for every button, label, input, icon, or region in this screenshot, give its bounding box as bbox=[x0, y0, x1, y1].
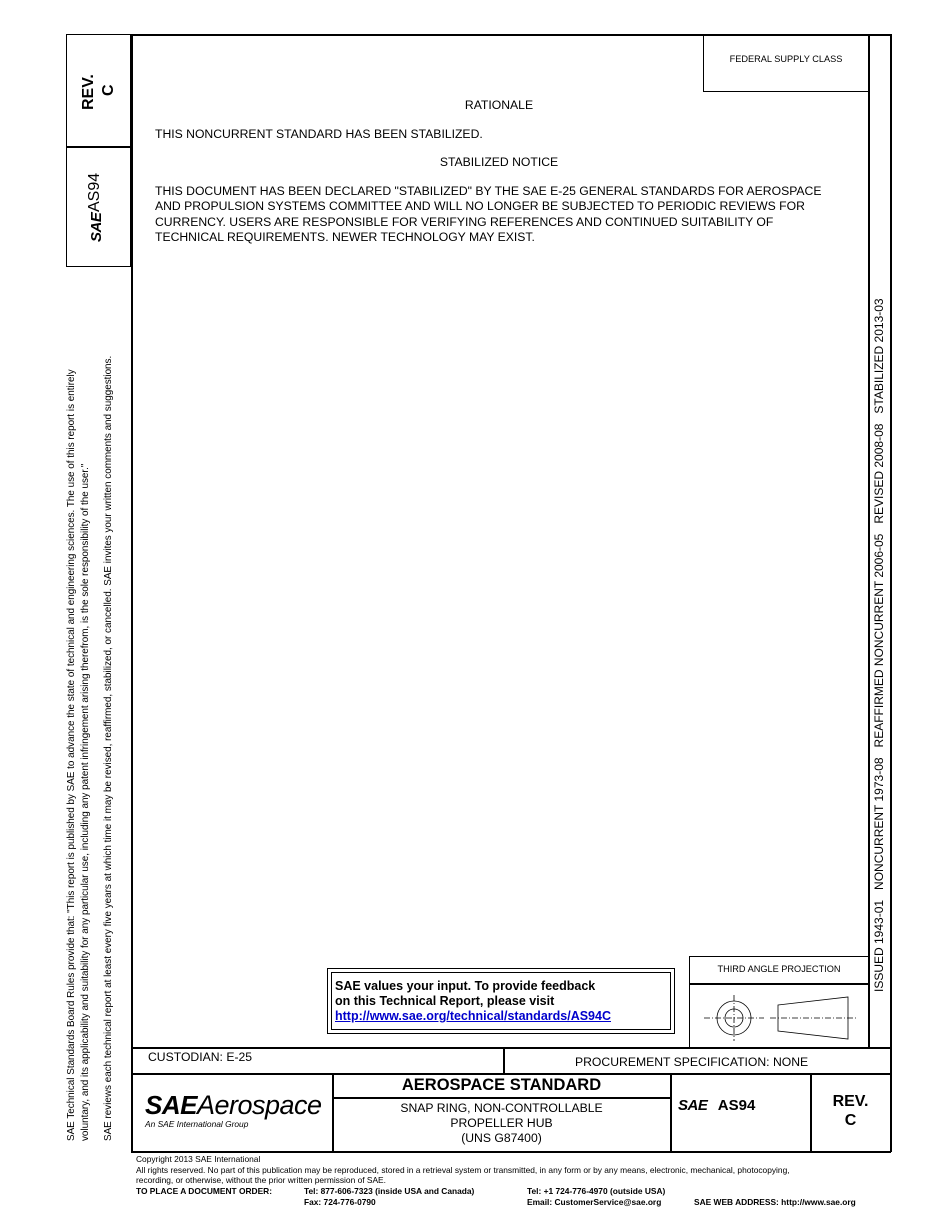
rights-line2: recording, or otherwise, without the prior written permission of SAE. bbox=[136, 1175, 386, 1185]
document-title bbox=[333, 1101, 670, 1146]
notice-line: TECHNICAL REQUIREMENTS. NEWER TECHNOLOGY MAY EXIST. bbox=[155, 229, 535, 244]
notice-line: AND PROPULSION SYSTEMS COMMITTEE AND WILL NO LONGER BE SUBJECTED TO PERIODIC REVIEWS FOR bbox=[155, 199, 805, 214]
feedback-line1: SAE values your input. To provide feedback bbox=[335, 979, 596, 993]
procurement-spec: PROCUREMENT SPECIFICATION: NONE bbox=[575, 1055, 809, 1069]
tel-usa: Tel: 877-606-7323 (inside USA and Canada) bbox=[304, 1186, 475, 1196]
standard-type: AEROSPACE STANDARD bbox=[401, 1076, 602, 1094]
fax: Fax: 724-776-0790 bbox=[304, 1197, 376, 1207]
left-margin-note-line2: voluntary, and its applicability and suitability for any particular use, including any patent infringement arising therefrom, is the sole responsibility of the user." bbox=[80, 463, 91, 1141]
title-line: SNAP RING, NON-CONTROLLABLE bbox=[400, 1101, 603, 1115]
notice-heading: STABILIZED NOTICE bbox=[439, 155, 559, 169]
aerospace-wordmark: Aerospace bbox=[196, 1090, 322, 1120]
title-block-top bbox=[131, 1047, 891, 1049]
left-margin-note-line3: SAE reviews each technical report at least every five years at which time it may be revised, reaffirmed, stabilized, or cancelled. SAE invites your written comments and suggestions. bbox=[103, 355, 114, 1141]
side-rev-value: C bbox=[100, 84, 117, 96]
history-strip-border bbox=[868, 34, 870, 1048]
left-margin-note-line1: SAE Technical Standards Board Rules provide that: "This report is published by SAE to advance the state of technical and engineering sciences. The use of this report is entirely bbox=[66, 369, 77, 1141]
frame-right-border bbox=[890, 34, 892, 1152]
custodian-divider bbox=[503, 1047, 505, 1074]
projection-label: THIRD ANGLE PROJECTION bbox=[717, 964, 841, 974]
title-block-bottom bbox=[131, 1151, 891, 1153]
feedback-box bbox=[327, 968, 675, 1034]
doc-number-block bbox=[678, 1097, 755, 1115]
doc-number: AS94 bbox=[717, 1097, 756, 1114]
rev-value: C bbox=[844, 1112, 857, 1129]
side-sae-logo: SAE bbox=[88, 212, 105, 242]
notice-line: THIS DOCUMENT HAS BEEN DECLARED "STABILIZED" BY THE SAE E-25 GENERAL STANDARDS FOR AEROSPACE bbox=[155, 184, 822, 198]
tel-outside: Tel: +1 724-776-4970 (outside USA) bbox=[527, 1186, 666, 1196]
sae-logo-mark: SAE bbox=[145, 1090, 197, 1120]
rationale-text: THIS NONCURRENT STANDARD HAS BEEN STABILIZED. bbox=[155, 127, 483, 141]
title-cell-divider bbox=[332, 1097, 670, 1099]
rights-line1: All rights reserved. No part of this publication may be reproduced, stored in a retrieval system or transmitted, in any form or by any means, electronic, mechanical, photocopying, bbox=[136, 1164, 790, 1175]
copyright: Copyright 2013 SAE International bbox=[136, 1154, 261, 1164]
side-box-divider bbox=[66, 146, 131, 148]
third-angle-projection-icon bbox=[690, 985, 868, 1047]
custodian: CUSTODIAN: E-25 bbox=[148, 1050, 253, 1064]
rev-label: REV. bbox=[832, 1093, 869, 1110]
title-line: (UNS G87400) bbox=[461, 1131, 542, 1145]
side-rev-label: REV. bbox=[80, 74, 97, 110]
federal-supply-label: FEDERAL SUPPLY CLASS bbox=[729, 54, 843, 64]
notice-paragraph bbox=[155, 184, 855, 245]
custodian-row-bottom bbox=[131, 1073, 891, 1075]
doc-sae-logo: SAE bbox=[678, 1097, 708, 1114]
rationale-heading: RATIONALE bbox=[464, 98, 534, 112]
email[interactable]: Email: CustomerService@sae.org bbox=[527, 1197, 662, 1207]
web-address[interactable]: SAE WEB ADDRESS: http://www.sae.org bbox=[694, 1197, 856, 1207]
notice-line: CURRENCY. USERS ARE RESPONSIBLE FOR VERIFYING REFERENCES AND CONTINUED SUITABILITY OF bbox=[155, 214, 774, 229]
feedback-link[interactable]: http://www.sae.org/technical/standards/AS94C bbox=[335, 1009, 611, 1023]
sae-aerospace-logo bbox=[145, 1090, 322, 1121]
title-line: PROPELLER HUB bbox=[450, 1116, 553, 1130]
feedback-line2: on this Technical Report, please visit bbox=[335, 994, 555, 1008]
order-label: TO PLACE A DOCUMENT ORDER: bbox=[136, 1186, 273, 1196]
frame-left-border bbox=[131, 34, 133, 1152]
revision-history: ISSUED 1943-01 NONCURRENT 1973-08 REAFFIRMED NONCURRENT 2006-05 REVISED 2008-08 STABILIZED 2013-03 bbox=[872, 298, 886, 992]
footer bbox=[136, 1154, 896, 1186]
sae-logo-subtitle: An SAE International Group bbox=[145, 1119, 249, 1129]
docnum-cell-border bbox=[670, 1073, 672, 1152]
side-doc-number: AS94 bbox=[86, 172, 103, 212]
